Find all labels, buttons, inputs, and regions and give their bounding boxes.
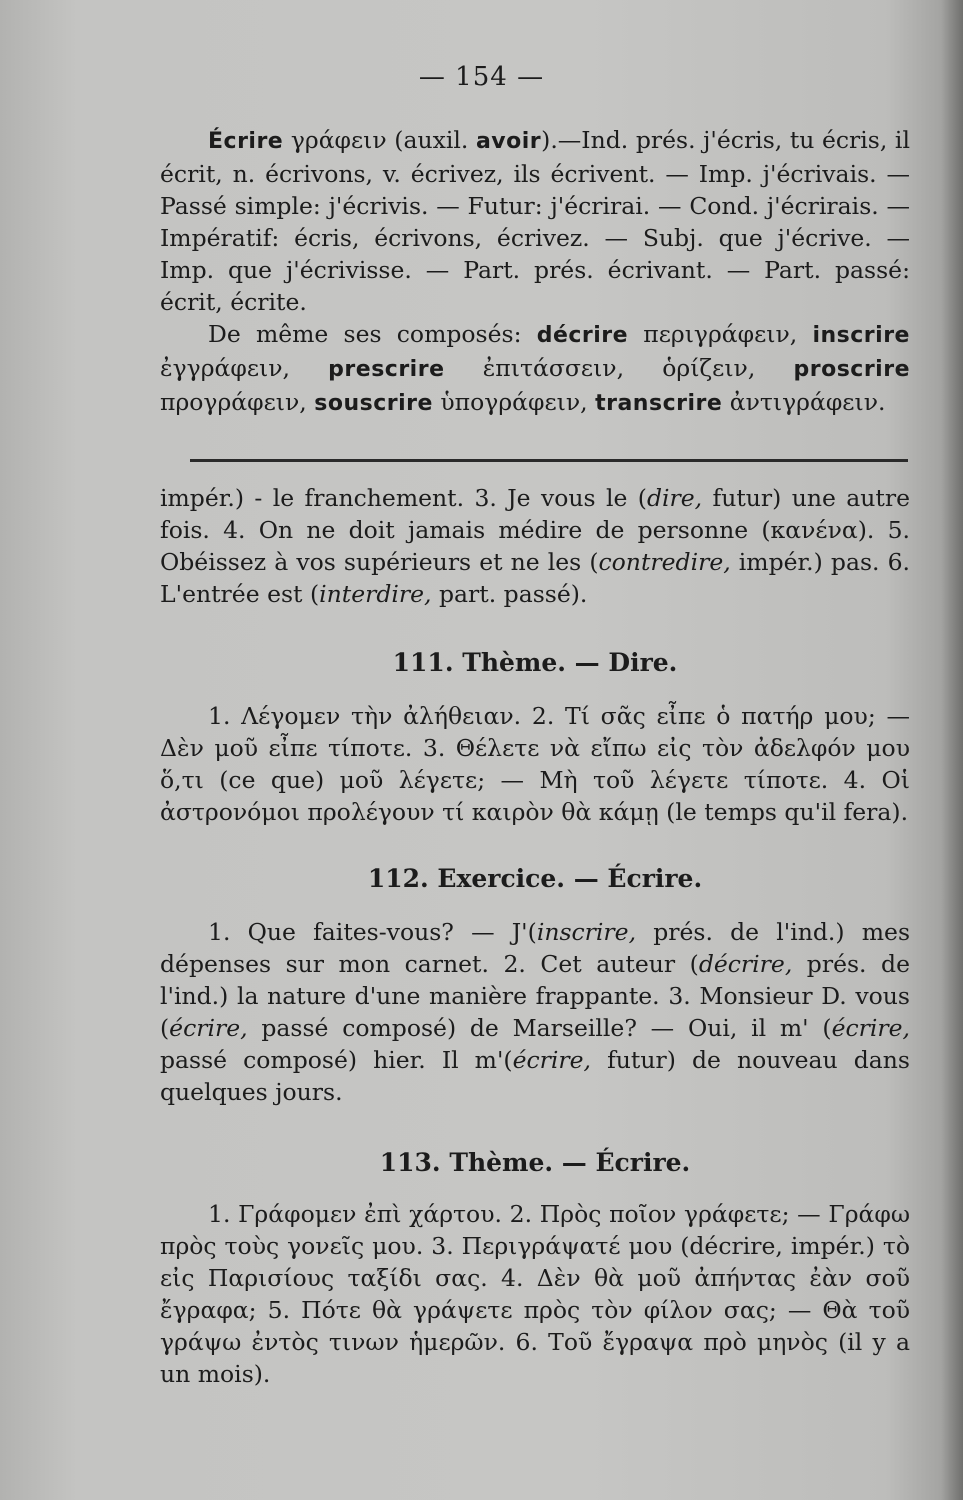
compound-gr: προγράφειν,	[160, 388, 307, 416]
text-run: prés. de l'ind.) mes dépenses sur mon carnet. 2. Cet auteur (	[160, 918, 911, 978]
section-111-body: 1. Λέγομεν τὴν ἀλήθειαν. 2. Τί σᾶς εἶπε ὁ πατήρ μου; — Δὲν μοῦ εἶπε τίποτε. 3. Θέλετε νὰ εἴπω εἰς τὸν ἀδελφόν μου ὅ,τι (ce que) μοῦ λέγετε; — Μὴ τοῦ λέγετε τίποτε. 4. Οἱ ἀστρονόμοι προλέγουν τί καιρὸν θὰ κάμῃ (le temps qu'il fera).	[160, 702, 910, 826]
text-run: prés. de l'ind.) la nature d'une manière frappante. 3. Monsieur D. vous (	[160, 950, 910, 1042]
continuation-paragraph	[160, 482, 910, 610]
verb-italic: décrire,	[698, 950, 793, 978]
verb-italic: contredire,	[598, 548, 731, 576]
conjugation-forms: ).—Ind. prés. j'écris, tu écris, il écrit, n. écrivons, v. écrivez, ils écrivent. — Imp. j'écrivais. — Passé simple: j'écrivis. — Futur: j'écrirai. — Cond. j'écrirais. — Impératif: écris, écrivons, écrivez. — Subj. que j'écrive. — Imp. que j'écrivisse. — Part. prés. écrivant. — Part. passé: écrit, écrite.	[160, 126, 910, 316]
page-edge-shadow	[941, 0, 963, 1500]
compound-gr: ἐπιτάσσειν, ὁρίζειν,	[482, 354, 756, 382]
auxil-verb: avoir	[475, 129, 542, 154]
compound-fr: prescrire	[328, 357, 445, 382]
section-113-heading: 113. Thème. — Écrire.	[379, 1148, 691, 1177]
compound-gr: ὑπογράφειν,	[440, 388, 588, 416]
section-113-text	[160, 1198, 910, 1390]
text-run: passé composé) hier. Il m'(	[160, 1046, 513, 1074]
verb-italic: écrire,	[512, 1046, 592, 1074]
text-run: impér.) - le franchement. 3. Je vous le (	[160, 484, 647, 512]
compound-fr: inscrire	[812, 323, 910, 348]
compound-gr: περιγράφειν,	[643, 320, 798, 348]
verb-italic: inscrire,	[536, 918, 637, 946]
divider-rule	[190, 459, 908, 462]
compounds-paragraph	[160, 318, 910, 420]
section-112-text	[160, 916, 910, 1108]
compound-fr: proscrire	[793, 357, 910, 382]
conjugation-paragraph	[160, 124, 910, 420]
section-113-body: 1. Γράφομεν ἐπὶ χάρτου. 2. Πρὸς ποῖον γράφετε; — Γράφω πρὸς τοὺς γονεῖς μου. 3. Περιγράψατέ μου (décrire, impér.) τὸ εἰς Παρισίους ταξίδι σας. 4. Δὲν θὰ μοῦ ἀπήντας ἐὰν σοῦ ἔγραφα; 5. Πότε θὰ γράψετε πρὸς τὸν φίλον σας; — Θὰ τοῦ γράψω ἐντὸς τινων ἡμερῶν. 6. Τοῦ ἔγραψα πρὸ μηνὸς (il y a un mois).	[160, 1200, 910, 1388]
verb-italic: dire,	[646, 484, 703, 512]
verb-italic: interdire,	[319, 580, 432, 608]
text-run: passé composé) de Marseille? — Oui, il m' (	[247, 1014, 832, 1042]
compound-gr: ἐγγράφειν,	[160, 354, 290, 382]
section-112-heading: 112. Exercice. — Écrire.	[367, 864, 703, 893]
compounds-intro: De même ses composés:	[208, 320, 522, 348]
compound-fr: souscrire	[314, 391, 433, 416]
text-run: 1. Que faites-vous? — J'(	[208, 918, 537, 946]
text-run: part. passé).	[431, 580, 588, 608]
text-run: impér.) pas. 6. L'entrée est (	[160, 548, 910, 608]
verb-italic: écrire,	[831, 1014, 910, 1042]
compound-fr: décrire	[536, 323, 629, 348]
compound-gr: ἀντιγράφειν.	[729, 388, 886, 416]
headword-greek: γράφειν	[290, 126, 387, 154]
page-number: — 154 —	[418, 62, 545, 92]
text-run: futur) de nouveau dans quelques jours.	[160, 1046, 910, 1106]
auxil-label: (auxil.	[394, 126, 469, 154]
text-run: futur) une autre fois. 4. On ne doit jamais médire de personne (κανένα). 5. Obéissez à vos supérieurs et ne les (	[160, 484, 910, 576]
headword: Écrire	[208, 129, 284, 154]
compound-fr: transcrire	[595, 391, 723, 416]
verb-italic: écrire,	[169, 1014, 248, 1042]
section-111-heading: 111. Thème. — Dire.	[392, 648, 678, 677]
section-111-text	[160, 700, 910, 828]
